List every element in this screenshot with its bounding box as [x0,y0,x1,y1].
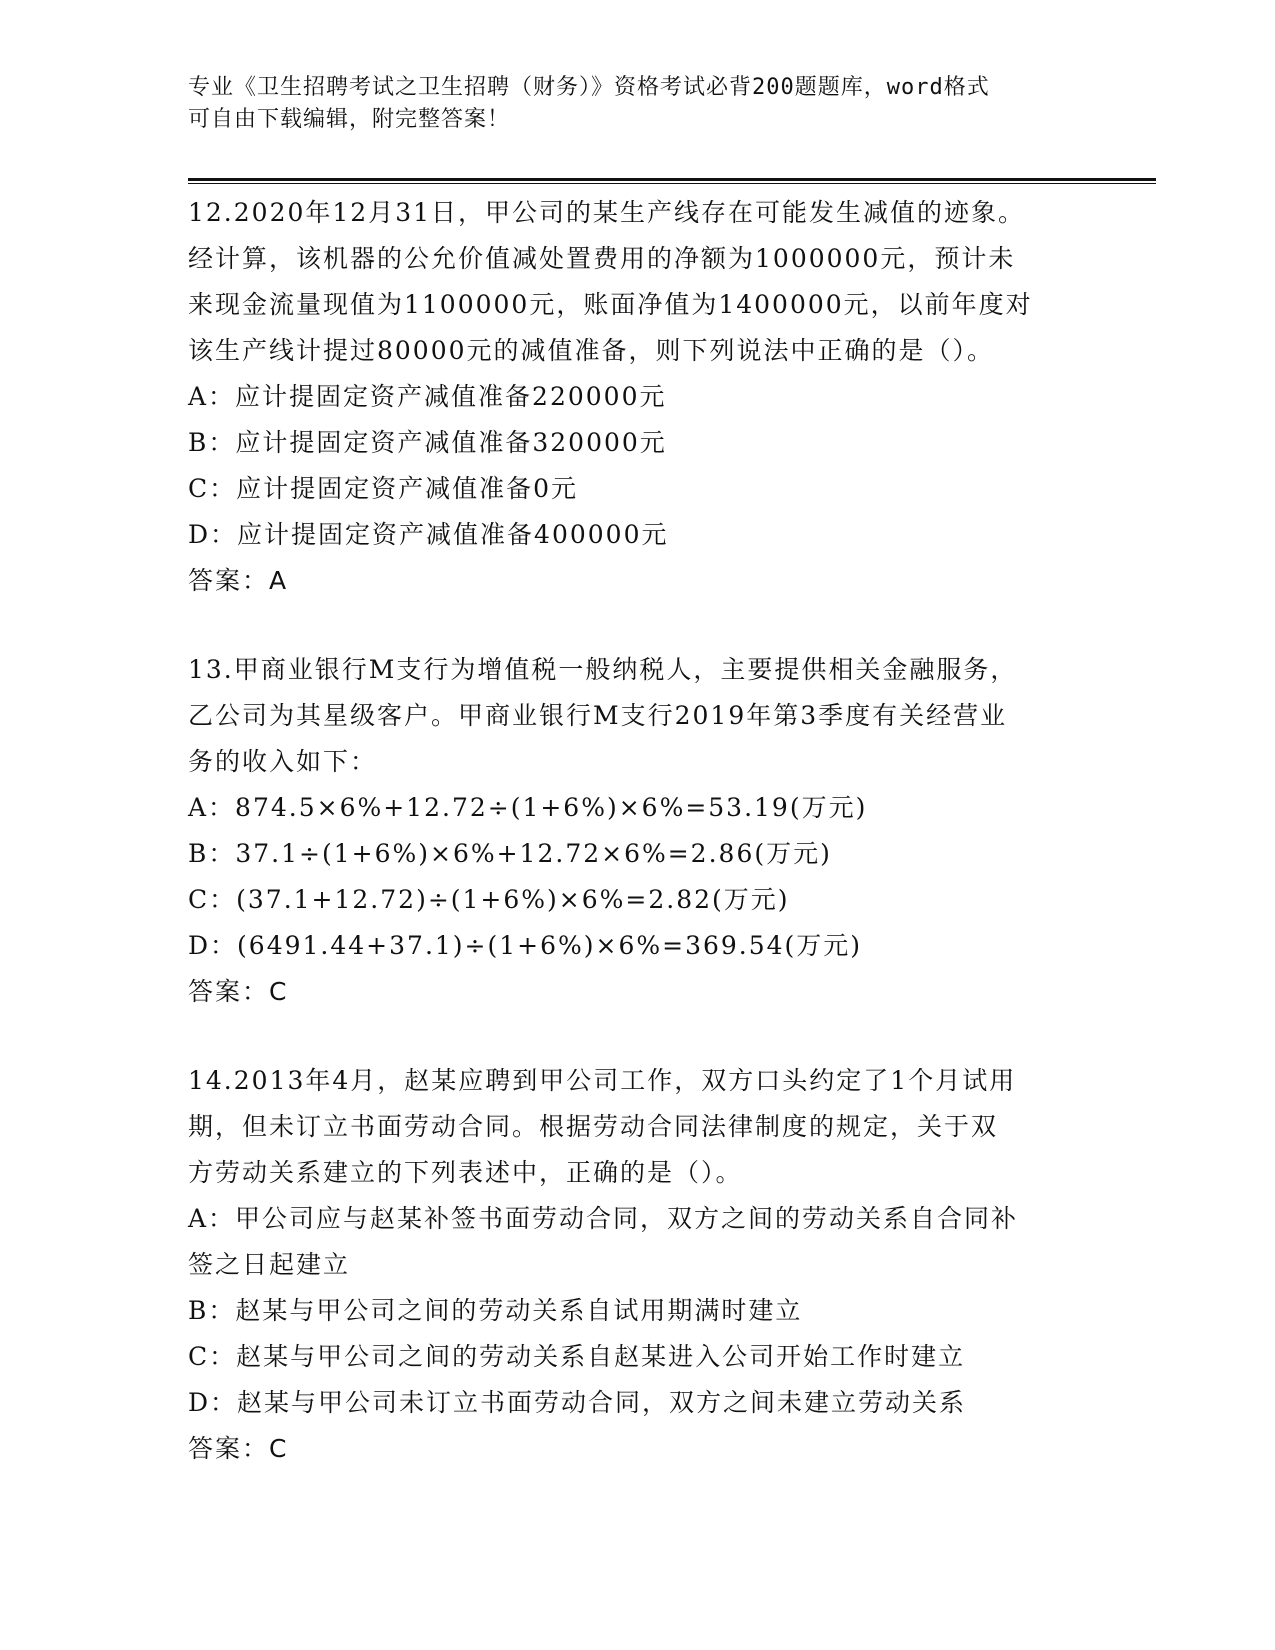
option-b: B：37.1÷(1+6%)×6%+12.72×6%=2.86(万元) [188,839,832,868]
question-line: 期，但未订立书面劳动合同。根据劳动合同法律制度的规定，关于双 [188,1112,999,1141]
question-14 [188,1058,1088,1472]
answer: 答案：C [188,977,289,1006]
question-line: 14.2013年4月，赵某应聘到甲公司工作，双方口头约定了1个月试用 [188,1066,1017,1095]
option-b: B：赵某与甲公司之间的劳动关系自试用期满时建立 [188,1296,803,1325]
option-b: B：应计提固定资产减值准备320000元 [188,428,667,457]
option-a: A：应计提固定资产减值准备220000元 [188,382,667,411]
option-d: D：应计提固定资产减值准备400000元 [188,520,669,549]
question-line: 来现金流量现值为1100000元，账面净值为1400000元，以前年度对 [188,290,1033,319]
option-a-continued: 签之日起建立 [188,1250,351,1279]
header-divider-thin [188,183,1156,184]
question-stem [188,190,1088,374]
option-d: D：赵某与甲公司未订立书面劳动合同，双方之间未建立劳动关系 [188,1388,967,1417]
question-12 [188,190,1088,604]
option-a: A：874.5×6%+12.72÷(1+6%)×6%=53.19(万元) [188,793,868,822]
option-c: C：应计提固定资产减值准备0元 [188,474,579,503]
header-line: 专业《卫生招聘考试之卫生招聘（财务）》资格考试必背200题题库，word格式 [188,75,990,100]
answer: 答案：A [188,566,289,595]
answer: 答案：C [188,1434,289,1463]
question-line: 13.甲商业银行M支行为增值税一般纳税人，主要提供相关金融服务， [188,655,1018,684]
question-line: 务的收入如下： [188,747,378,776]
option-a: A：甲公司应与赵某补签书面劳动合同，双方之间的劳动关系自合同补 [188,1204,1019,1233]
option-c: C：(37.1+12.72)÷(1+6%)×6%=2.82(万元) [188,885,790,914]
question-stem [188,647,1088,785]
question-line: 12.2020年12月31日，甲公司的某生产线存在可能发生减值的迹象。 [188,198,1026,227]
question-13 [188,647,1088,1015]
question-line: 乙公司为其星级客户。甲商业银行M支行2019年第3季度有关经营业 [188,701,1008,730]
question-line: 经计算，该机器的公允价值减处置费用的净额为1000000元，预计未 [188,244,1016,273]
question-stem [188,1058,1088,1196]
header-divider [188,178,1156,181]
header-line: 可自由下载编辑，附完整答案！ [188,107,511,132]
question-line: 方劳动关系建立的下列表述中，正确的是（）。 [188,1158,743,1187]
option-c: C：赵某与甲公司之间的劳动关系自赵某进入公司开始工作时建立 [188,1342,966,1371]
document-header [188,72,1088,136]
question-line: 该生产线计提过80000元的减值准备，则下列说法中正确的是（）。 [188,336,995,365]
option-d: D：(6491.44+37.1)÷(1+6%)×6%=369.54(万元) [188,931,863,960]
